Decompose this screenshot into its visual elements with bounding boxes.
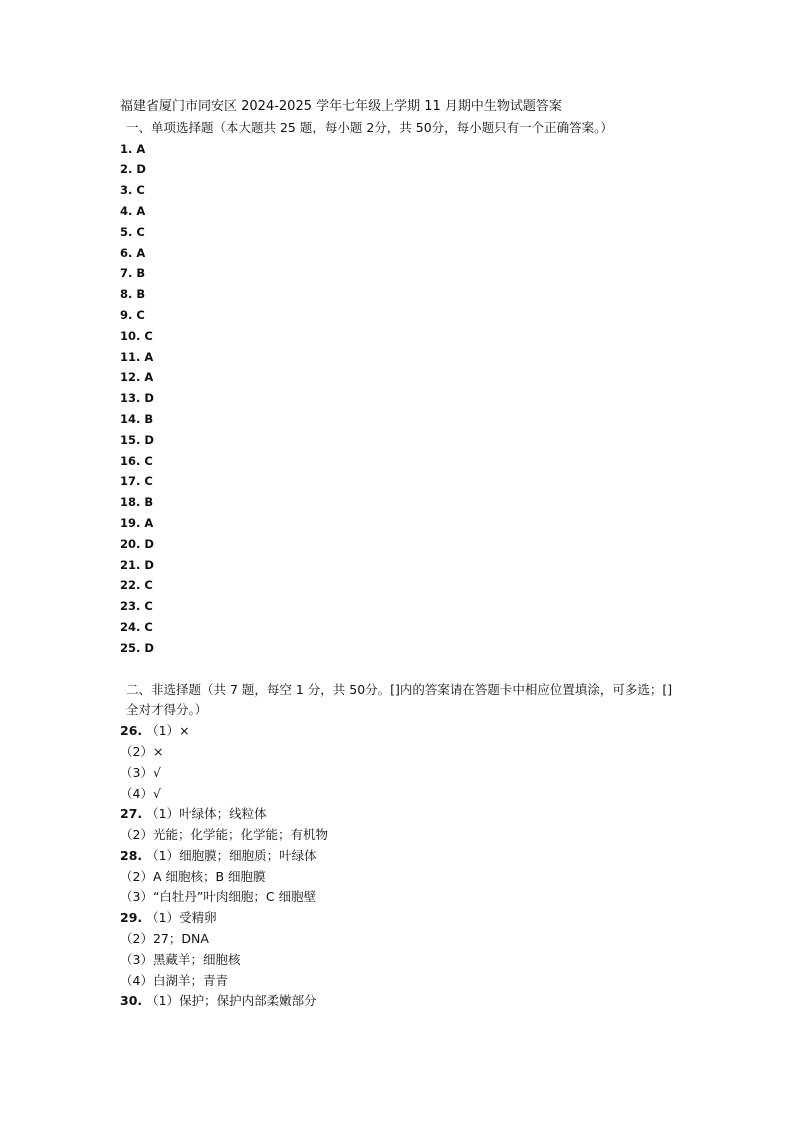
answer-line: （1）保护；保护内部柔嫩部分: [146, 993, 317, 1009]
mc-answer: 23. C: [120, 599, 153, 614]
q28-answer: [120, 846, 680, 908]
answer-line: （4）√: [120, 785, 161, 801]
mc-answer: 17. C: [120, 474, 153, 489]
mc-answer: 12. A: [120, 370, 154, 385]
answer-line: （1）叶绿体；线粒体: [146, 806, 267, 822]
section2-heading: 二、非选择题（共 7 题，每空 1 分，共 50分。[]内的答案请在答题卡中相应位置填涂，可多选；[]全对才得分。）: [126, 681, 673, 718]
mc-answer: 1. A: [120, 141, 146, 156]
document-title: 福建省厦门市同安区 2024-2025 学年七年级上学期 11 月期中生物试题答案: [120, 99, 562, 114]
mc-answer: 21. D: [120, 557, 154, 572]
answer-line: （1）×: [146, 723, 190, 739]
mc-answer: 19. A: [120, 515, 154, 530]
answer-line: （2）光能；化学能；化学能；有机物: [120, 827, 328, 843]
q27-answer: [120, 804, 680, 846]
answer-line: （2）27；DNA: [120, 931, 209, 947]
answer-line: （3）√: [120, 764, 161, 780]
mc-answer: 25. D: [120, 640, 154, 655]
section1-heading: 一、单项选择题（本大题共 25 题，每小题 2分，共 50分，每小题只有一个正确答案。）: [126, 119, 613, 135]
q29-answer: [120, 908, 680, 991]
answer-line: （3）黑藏羊；细胞核: [120, 951, 241, 967]
q30-answer: [120, 991, 680, 1012]
answer-line: （1）受精卵: [146, 910, 217, 926]
document-body: [120, 97, 680, 1012]
answer-line: （1）细胞膜；细胞质；叶绿体: [146, 847, 317, 863]
mc-answer: 14. B: [120, 411, 154, 426]
mc-answer: 20. D: [120, 536, 154, 551]
mc-answer-list: [120, 139, 680, 659]
answer-line: （4）白湖羊；青青: [120, 972, 228, 988]
mc-answer: 8. B: [120, 287, 146, 302]
question-number: 26.: [120, 723, 143, 739]
mc-answer: 16. C: [120, 453, 153, 468]
mc-answer: 15. D: [120, 432, 154, 447]
mc-answer: 4. A: [120, 203, 146, 218]
section-spacer: [120, 659, 680, 680]
mc-answer: 18. B: [120, 495, 154, 510]
mc-answer: 10. C: [120, 328, 153, 343]
question-number: 28.: [120, 847, 143, 863]
question-number: 30.: [120, 993, 143, 1009]
mc-answer: 11. A: [120, 349, 154, 364]
mc-answer: 6. A: [120, 245, 146, 260]
mc-answer: 3. C: [120, 183, 145, 198]
mc-answer: 13. D: [120, 391, 154, 406]
mc-answer: 24. C: [120, 619, 153, 634]
answer-line: （2）A 细胞核；B 细胞膜: [120, 868, 266, 884]
q26-answer: [120, 721, 680, 804]
question-number: 29.: [120, 910, 143, 926]
mc-answer: 2. D: [120, 162, 146, 177]
question-number: 27.: [120, 806, 143, 822]
mc-answer: 9. C: [120, 307, 145, 322]
mc-answer: 5. C: [120, 224, 145, 239]
mc-answer: 7. B: [120, 266, 146, 281]
mc-answer: 22. C: [120, 578, 153, 593]
answer-line: （2）×: [120, 743, 164, 759]
answer-line: （3）“白牡丹”叶肉细胞；C 细胞壁: [120, 889, 317, 905]
